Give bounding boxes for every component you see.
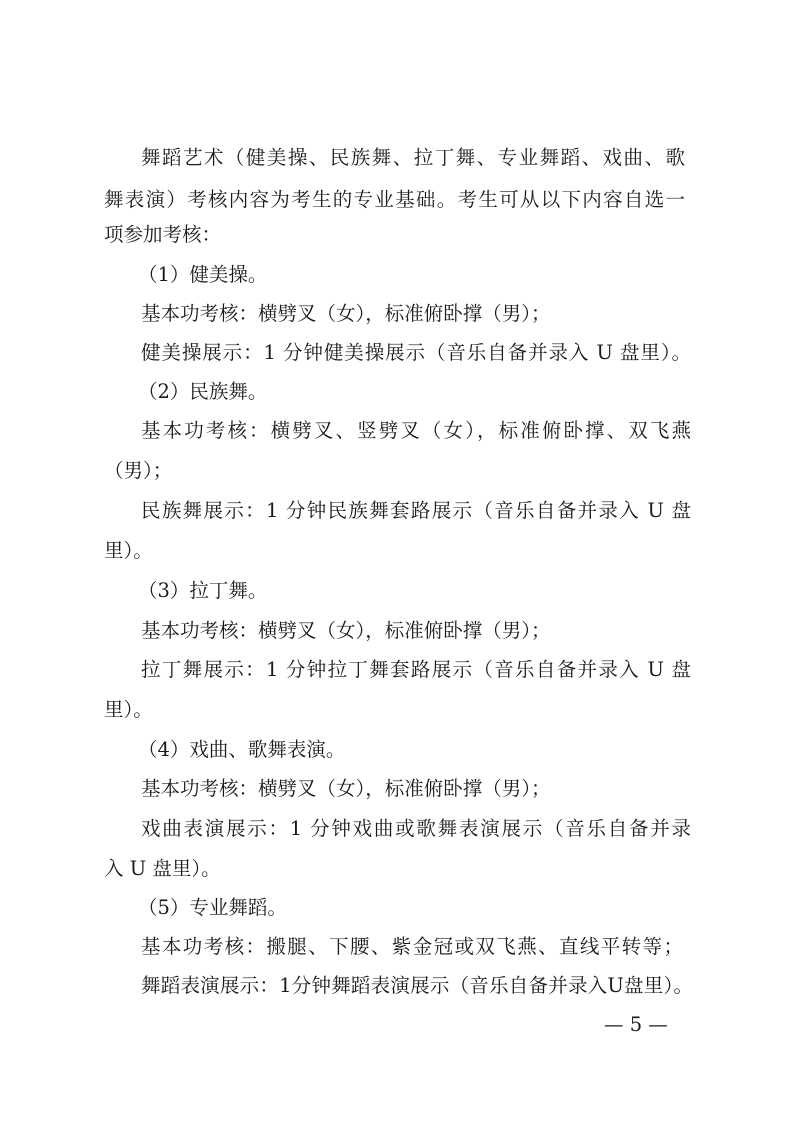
text-line: 基本功考核：横劈叉（女），标准俯卧撑（男）；: [141, 777, 551, 800]
text-line: 民族舞展示：1 分钟民族舞套路展示（音乐自备并录入 U 盘: [141, 499, 691, 522]
text-line: （4）戏曲、歌舞表演。: [138, 738, 346, 761]
text-line: 入 U 盘里）。: [104, 857, 221, 880]
text-line: 健美操展示：1 分钟健美操展示（音乐自备并录入 U 盘里）。: [141, 341, 691, 364]
text-line: 基本功考核：横劈叉（女），标准俯卧撑（男）；: [141, 302, 551, 325]
page-number: — 5 —: [604, 1013, 668, 1036]
text-line: 拉丁舞展示：1 分钟拉丁舞套路展示（音乐自备并录入 U 盘: [141, 658, 691, 681]
text-line: 项参加考核：: [104, 223, 222, 246]
text-line: （5）专业舞蹈。: [138, 896, 287, 919]
text-line: 舞蹈表演展示：1分钟舞蹈表演展示（音乐自备并录入U盘里）。: [141, 974, 693, 997]
text-line: 舞表演）考核内容为考生的专业基础。考生可从以下内容自选一: [104, 188, 685, 211]
text-line: 基本功考核：横劈叉、竖劈叉（女），标准俯卧撑、双飞燕: [141, 419, 691, 442]
text-line: 基本功考核：搬腿、下腰、紫金冠或双飞燕、直线平转等；: [141, 935, 683, 958]
text-line: （2）民族舞。: [138, 380, 268, 403]
text-line: （3）拉丁舞。: [138, 579, 268, 602]
text-line: 里）。: [104, 539, 153, 562]
text-line: 舞蹈艺术（健美操、民族舞、拉丁舞、专业舞蹈、戏曲、歌: [141, 146, 685, 169]
text-line: 里）。: [104, 698, 153, 721]
text-line: （男）；: [104, 459, 173, 482]
text-line: 基本功考核：横劈叉（女），标准俯卧撑（男）；: [141, 619, 551, 642]
text-line: 戏曲表演展示：1 分钟戏曲或歌舞表演展示（音乐自备并录: [141, 817, 691, 840]
text-line: （1）健美操。: [138, 263, 268, 286]
